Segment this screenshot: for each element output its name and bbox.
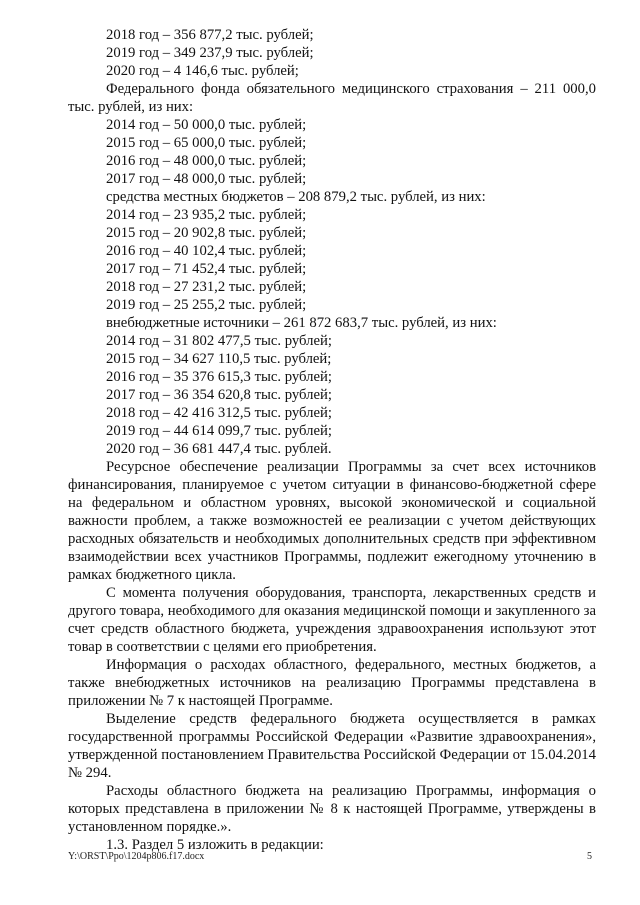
funding-line: 2016 год – 40 102,4 тыс. рублей; [106,243,307,259]
funding-line: 2014 год – 31 802 477,5 тыс. рублей; [106,333,332,349]
funding-line: 2017 год – 48 000,0 тыс. рублей; [106,171,307,187]
funding-line: 2019 год – 44 614 099,7 тыс. рублей; [106,423,332,439]
document-body [68,26,596,854]
funding-line: 2017 год – 36 354 620,8 тыс. рублей; [106,387,332,403]
funding-line: 2018 год – 27 231,2 тыс. рублей; [106,279,307,295]
funding-line: 2020 год – 4 146,6 тыс. рублей; [106,63,299,79]
funding-line: 2017 год – 71 452,4 тыс. рублей; [106,261,307,277]
footer-file-path: Y:\ORST\Ppo\1204p806.f17.docx [68,851,205,862]
funding-line: 2014 год – 50 000,0 тыс. рублей; [106,117,307,133]
footer-page-number: 5 [587,851,592,862]
foms-heading-paragraph: Федерального фонда обязательного медицинского страхования – 211 000,0 тыс. рублей, из них: [68,81,596,115]
section-amendment-line: 1.3. Раздел 5 изложить в редакции: [106,837,324,853]
funding-line: 2014 год – 23 935,2 тыс. рублей; [106,207,307,223]
funding-line: 2015 год – 34 627 110,5 тыс. рублей; [106,351,332,367]
funding-line: 2019 год – 25 255,2 тыс. рублей; [106,297,307,313]
body-paragraph: Информация о расходах областного, федерального, местных бюджетов, а также внебюджетных источников на реализацию Программы представлена в приложении № 7 к настоящей Программе. [68,657,596,709]
funding-line: 2016 год – 35 376 615,3 тыс. рублей; [106,369,332,385]
funding-line: 2020 год – 36 681 447,4 тыс. рублей. [106,441,332,457]
funding-line: 2016 год – 48 000,0 тыс. рублей; [106,153,307,169]
local-budget-heading: средства местных бюджетов – 208 879,2 тыс. рублей, из них: [106,189,486,205]
body-paragraph: Расходы областного бюджета на реализацию Программы, информация о которых представлена в приложении № 8 к настоящей Программе, утверждены в установленном порядке.». [68,783,596,835]
funding-line: 2019 год – 349 237,9 тыс. рублей; [106,45,314,61]
body-paragraph: Ресурсное обеспечение реализации Программы за счет всех источников финансирования, планируемое с учетом ситуации в финансово-бюджетной сфере на федеральном и областном уровнях, высокой экономической и социальной важности проблем, а также возможностей ее реализации с учетом действующих расходных обязательств и необходимых дополнительных средств при эффективном взаимодействии всех участников Программы, подлежит ежегодному уточнению в рамках бюджетного цикла. [68,459,596,583]
body-paragraph: С момента получения оборудования, транспорта, лекарственных средств и другого товара, необходимого для оказания медицинской помощи и закупленного за счет средств областного бюджета, учреждения здравоохранения используют этот товар в соответствии с целями его приобретения. [68,585,596,655]
funding-line: 2015 год – 65 000,0 тыс. рублей; [106,135,307,151]
body-paragraph: Выделение средств федерального бюджета осуществляется в рамках государственной программы Российской Федерации «Развитие здравоохранения», утвержденной постановлением Правительства Российской Федерации от 15.04.2014 № 294. [68,711,596,781]
funding-line: 2018 год – 356 877,2 тыс. рублей; [106,27,314,43]
funding-line: 2018 год – 42 416 312,5 тыс. рублей; [106,405,332,421]
extrabudgetary-heading: внебюджетные источники – 261 872 683,7 тыс. рублей, из них: [106,315,497,331]
funding-line: 2015 год – 20 902,8 тыс. рублей; [106,225,307,241]
